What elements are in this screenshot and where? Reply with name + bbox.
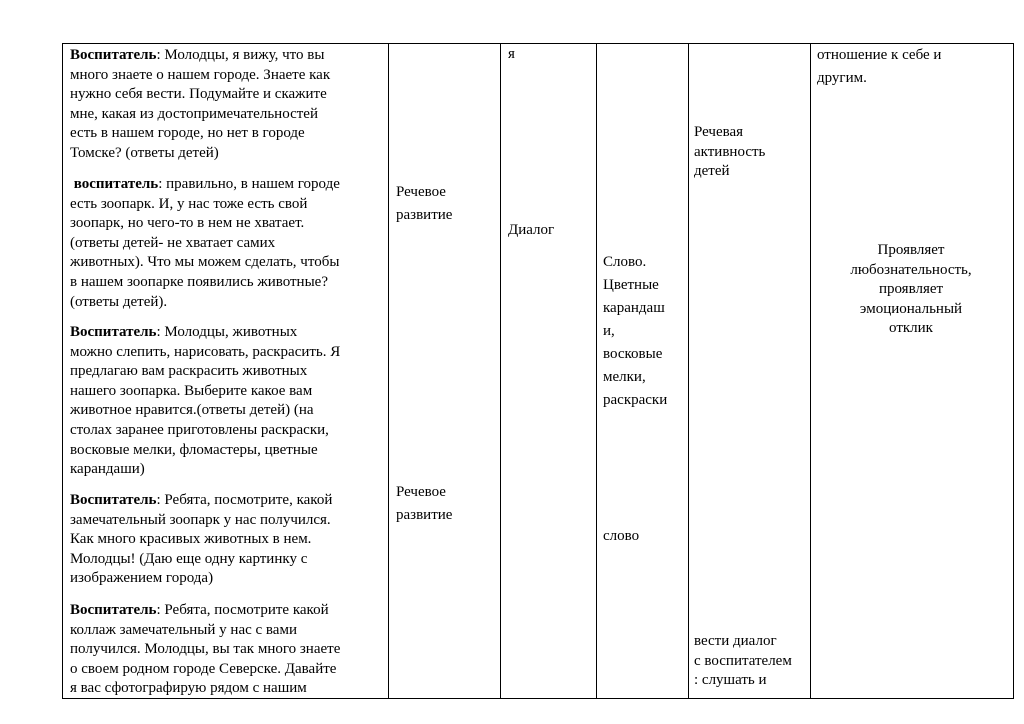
- line: нужно себя вести. Подумайте и скажите: [70, 86, 327, 103]
- line: Проявляет: [877, 242, 945, 258]
- speaker-label: воспитатель: [73, 176, 159, 192]
- line: (ответы детей).: [70, 293, 168, 310]
- line: любознательность,: [850, 261, 972, 278]
- line: замечательный зоопарк у нас получился.: [70, 511, 331, 528]
- speaker-label: Воспитатель: [70, 324, 157, 340]
- cell-educational-area: [389, 44, 501, 699]
- qualities-curiosity: [811, 241, 1011, 339]
- line: : Ребята, посмотрите какой: [156, 602, 329, 618]
- line: получился. Молодцы, вы так много знаете: [70, 641, 341, 658]
- means-list: [603, 251, 667, 412]
- educational-area-2: [396, 481, 452, 527]
- line: отклик: [889, 320, 933, 337]
- result-speech-activity: [694, 123, 765, 182]
- result-dialog: [694, 632, 792, 691]
- line: восковые мелки, фломастеры, цветные: [70, 441, 318, 458]
- line: : Молодцы, я вижу, что вы: [156, 47, 325, 63]
- line: карандаши): [70, 461, 145, 478]
- line: нашего зоопарка. Выберите какое вам: [70, 382, 313, 399]
- line: карандаш: [603, 300, 665, 316]
- line: много знаете о нашем городе. Знаете как: [70, 66, 331, 83]
- lesson-plan-table: [62, 43, 1014, 699]
- line: : слушать и: [694, 672, 767, 689]
- cell-means: [597, 44, 689, 699]
- line: Речевое: [396, 484, 446, 500]
- line: Молодцы! (Даю еще одну картинку с: [70, 550, 308, 567]
- line: я вас сфотографирую рядом с нашим: [70, 680, 307, 697]
- cell-qualities: [811, 44, 1014, 699]
- line: Речевая: [694, 124, 744, 140]
- line: : правильно, в нашем городе: [158, 176, 340, 192]
- line: и,: [603, 323, 615, 339]
- line: столах заранее приготовлены раскраски,: [70, 421, 329, 438]
- paragraph-2: [70, 175, 388, 312]
- line: в нашем зоопарке появились животные?: [70, 273, 328, 290]
- paragraph-4: [70, 491, 388, 589]
- line: детей: [694, 163, 730, 180]
- line: с воспитателем: [694, 652, 792, 669]
- line: Томске? (ответы детей): [70, 144, 219, 161]
- line: развитие: [396, 507, 453, 523]
- line: зоопарк, но чего-то в нем не хватает.: [70, 215, 305, 232]
- line: развитие: [396, 207, 453, 223]
- line: Цветные: [603, 277, 659, 293]
- line: восковые: [603, 346, 663, 362]
- line: Как много красивых животных в нем.: [70, 531, 312, 548]
- speaker-label: Воспитатель: [70, 47, 157, 63]
- line: животное нравится.(ответы детей) (на: [70, 402, 314, 419]
- line: есть в нашем городе, но нет в городе: [70, 125, 305, 142]
- qualities-top: [817, 44, 941, 90]
- paragraph-1: [70, 46, 388, 164]
- cell-activity-description: [63, 44, 389, 699]
- cell-activity-form: [501, 44, 597, 699]
- line: отношение к себе и: [817, 47, 942, 63]
- means-word: слово: [603, 528, 640, 544]
- line: есть зоопарк. И, у нас тоже есть свой: [70, 195, 308, 212]
- line: мне, какая из достопримечательностей: [70, 105, 318, 122]
- line: : Молодцы, животных: [156, 324, 298, 340]
- line: : Ребята, посмотрите, какой: [156, 492, 333, 508]
- line: эмоциональный: [859, 300, 963, 317]
- line: (ответы детей- не хватает самих: [70, 234, 276, 251]
- cell-result: [689, 44, 811, 699]
- line: активность: [694, 143, 766, 160]
- line: изображением города): [70, 570, 214, 587]
- line: вести диалог: [694, 633, 777, 649]
- line: Речевое: [396, 184, 446, 200]
- educational-area-1: [396, 181, 452, 227]
- line: о своем родном городе Северске. Давайте: [70, 660, 337, 677]
- form-dialog: Диалог: [508, 222, 555, 238]
- line: коллаж замечательный у нас с вами: [70, 621, 297, 638]
- paragraph-3: [70, 323, 388, 480]
- line: можно слепить, нарисовать, раскрасить. Я: [70, 343, 341, 360]
- table-row: [63, 44, 1014, 699]
- line: животных). Что мы можем сделать, чтобы: [70, 254, 340, 271]
- speaker-label: Воспитатель: [70, 492, 157, 508]
- line: раскраски: [603, 392, 668, 408]
- line: проявляет: [878, 281, 944, 298]
- paragraph-5: [70, 601, 388, 699]
- speaker-label: Воспитатель: [70, 602, 157, 618]
- line: другим.: [817, 70, 867, 86]
- line: мелки,: [603, 369, 646, 385]
- line: Слово.: [603, 254, 647, 270]
- form-fragment: я: [508, 46, 515, 62]
- line: предлагаю вам раскрасить животных: [70, 363, 308, 380]
